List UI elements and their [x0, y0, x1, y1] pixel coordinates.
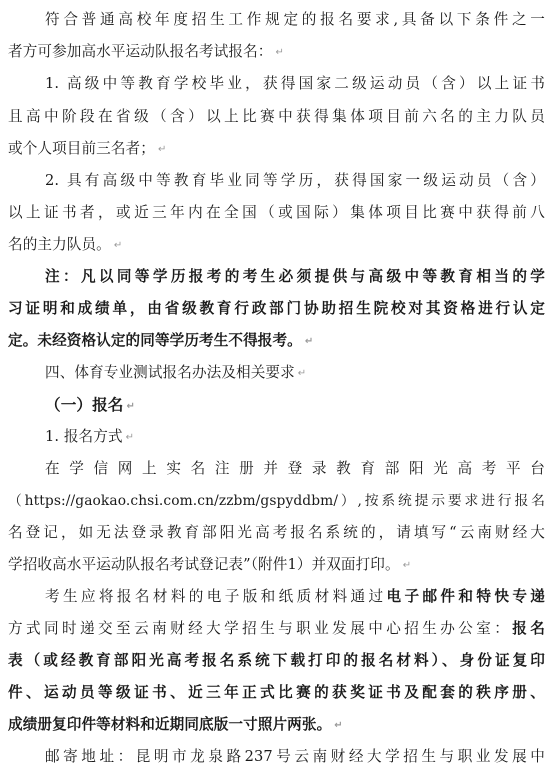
text-line-18: 学招收高水平运动队报名考试登记表”（附件1）并双面打印。 ↵ [8, 555, 545, 576]
text-line-21: 表（或经教育部阳光高考报名系统下载打印的报名材料）、身份证复印 [8, 652, 545, 669]
subsection-heading: （一）报名 ↵ [45, 395, 545, 417]
text-line-16: （https://gaokao.chsi.com.cn/zzbm/gspyddbm/）,按系统提示要求进行报名 [8, 493, 545, 509]
note-line-3: 定。未经资格认定的同等学历考生不得报考。 ↵ [8, 331, 545, 352]
section-heading: 四、体育专业测试报名办法及相关要求 ↵ [45, 363, 545, 384]
text-line-23: 成绩册复印件等材料和近期同底版一寸照片两张。 ↵ [8, 715, 545, 736]
text-line-8: 名的主力队员。 ↵ [8, 235, 545, 256]
paragraph-mark-icon: ↵ [113, 240, 123, 251]
text-line-1: 符合普通高校年度招生工作规定的报名要求,具备以下条件之一 [45, 11, 545, 28]
paragraph-mark-icon: ↵ [157, 144, 167, 155]
text-line-19: 考生应将报名材料的电子版和纸质材料通过电子邮件和特快专递 [45, 588, 546, 605]
text-line-2: 者方可参加高水平运动队报名考试报名： ↵ [8, 42, 545, 63]
note-line-2: 习证明和成绩单，由省级教育行政部门协助招生院校对其资格进行认定 [8, 300, 545, 317]
text-line-22: 件、运动员等级证书、近三年正式比赛的获奖证书及配套的秩序册、 [8, 684, 545, 701]
paragraph-mark-icon: ↵ [304, 336, 314, 347]
item-heading: 1. 报名方式 ↵ [45, 427, 545, 448]
paragraph-mark-icon: ↵ [126, 401, 135, 412]
paragraph-mark-icon: ↵ [275, 47, 284, 58]
text-line-5: 或个人项目前三名者； ↵ [8, 139, 545, 160]
paragraph-mark-icon: ↵ [125, 432, 135, 443]
paragraph-mark-icon: ↵ [297, 368, 307, 379]
text-line-3: 1. 高级中等教育学校毕业，获得国家二级运动员（含）以上证书 [45, 75, 545, 92]
text-line-15: 在学信网上实名注册并登录教育部阳光高考平台 [45, 460, 545, 477]
note-line-1: 注：凡以同等学历报考的考生必须提供与高级中等教育相当的学 [45, 268, 545, 285]
text-line-20: 方式同时递交至云南财经大学招生与职业发展中心招生办公室：报名 [8, 620, 546, 637]
paragraph-mark-icon: ↵ [334, 720, 343, 731]
text-line-7: 以上证书者，或近三年内在全国（或国际）集体项目比赛中获得前八 [8, 204, 545, 221]
text-line-4: 且高中阶段在省级（含）以上比赛中获得集体项目前六名的主力队员 [8, 108, 545, 125]
paragraph-mark-icon: ↵ [402, 560, 412, 571]
text-line-24: 邮寄地址：昆明市龙泉路237号云南财经大学招生与职业发展中 [45, 748, 545, 765]
text-line-17: 名登记，如无法登录教育部阳光高考报名系统的，请填写“云南财经大 [8, 524, 545, 541]
text-line-6: 2. 具有高级中等教育毕业同等学历，获得国家一级运动员（含） [45, 172, 545, 189]
